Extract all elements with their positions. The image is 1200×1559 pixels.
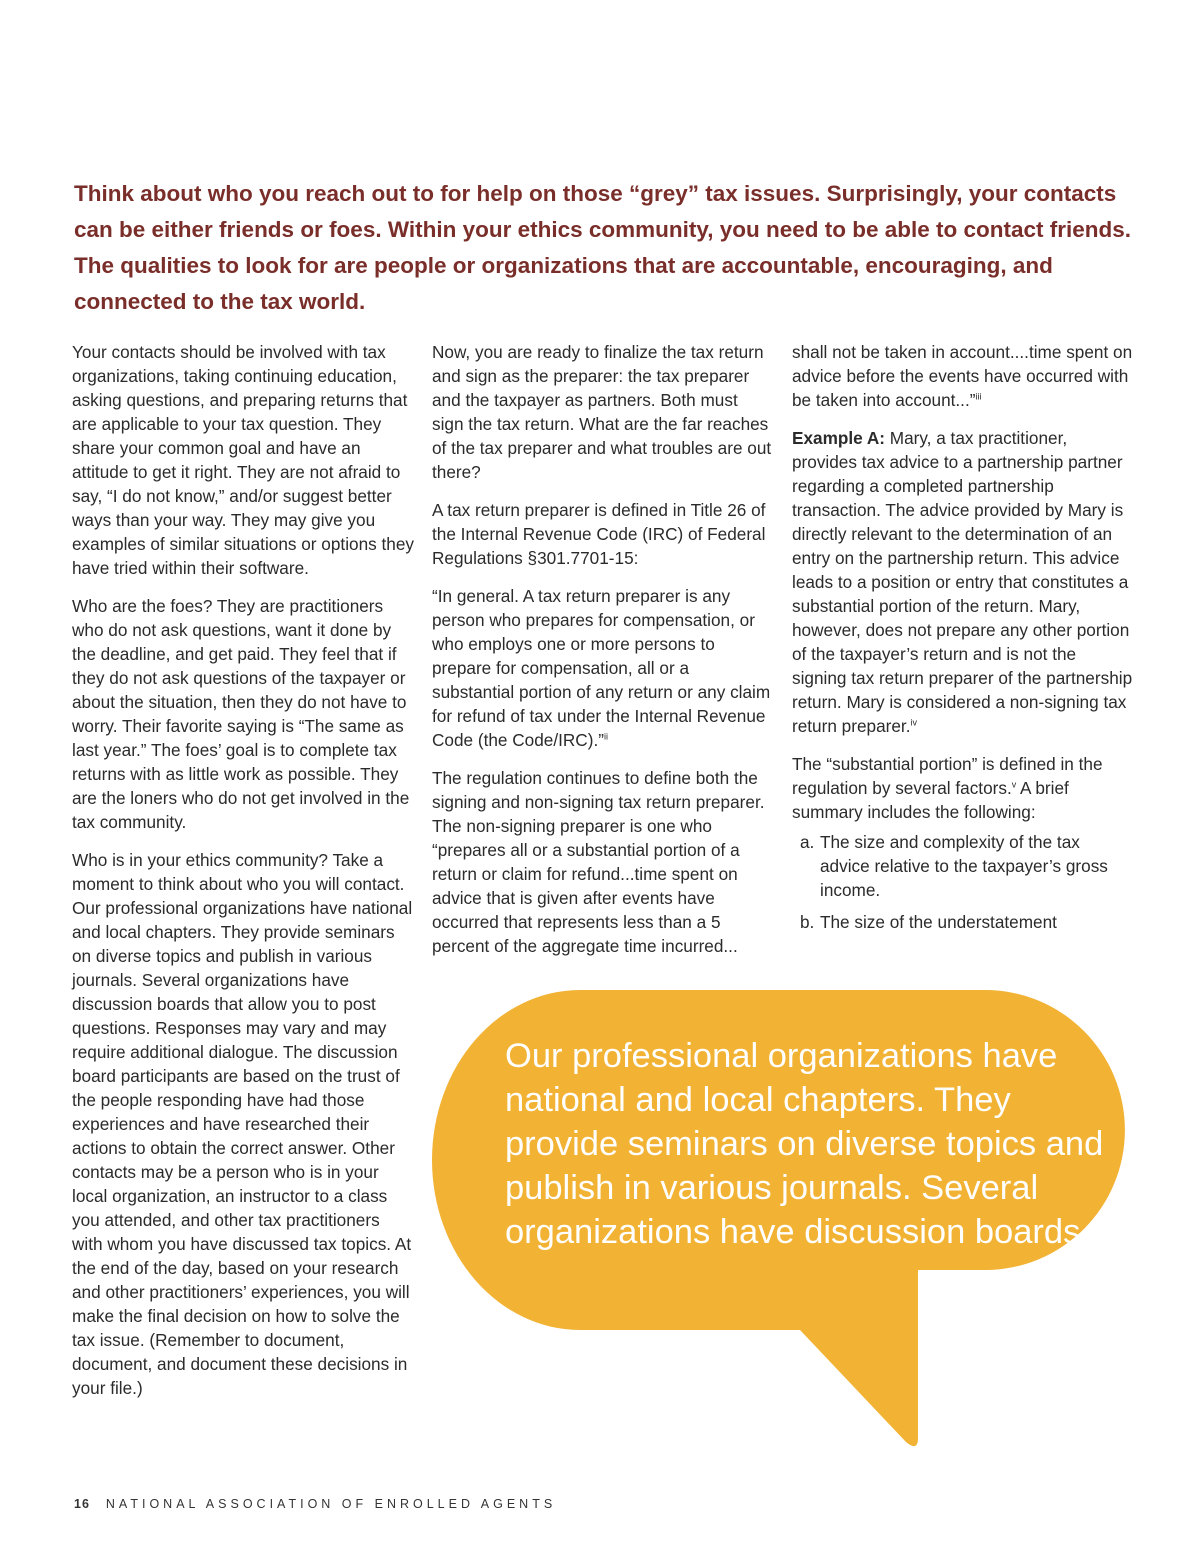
paragraph: Who is in your ethics community? Take a moment to think about who you will contact. Our professional organizations have national and local chapters. They provide seminars on diverse topics and publish in various journals. Several organizations have discussion boards that allow you to post questions. Responses may vary and may require additional dialogue. The discussion board participants are based on the trust of the people responding have had those experiences and have researched their actions to obtain the correct answer. Other contacts may be a person who is in your local organization, an instructor to a class you attended, and other tax practitioners with whom you have discussed tax topics. At the end of the day, based on your research and other practitioners’ experiences, you will make the final decision on how to solve the tax issue. (Remember to document, document, and document these decisions in your file.)	[72, 850, 413, 1398]
example-text: Mary, a tax practitioner, provides tax advice to a partnership partner regarding a completed partnership transaction. The advice provided by Mary is directly relevant to the determination of an entry on the partnership return. This advice leads to a position or entry that constitutes a substantial portion of the return. Mary, however, does not prepare any other portion of the taxpayer’s return and is not the signing tax return preparer of the partnership return. Mary is considered a non-signing tax return preparer.	[792, 428, 1133, 736]
endnote-ref: ii	[603, 731, 608, 742]
paragraph-text: shall not be taken in account....time spent on advice before the events have occurred with be taken into account...”	[792, 342, 1133, 410]
paragraph: A tax return preparer is defined in Title 26 of the Internal Revenue Code (IRC) of Federal Regulations §301.7701-15:	[432, 500, 766, 568]
paragraph-text: A brief summary includes the following:	[792, 778, 1069, 822]
page-footer	[74, 1497, 556, 1511]
paragraph: Now, you are ready to finalize the tax return and sign as the preparer: the tax preparer and the taxpayer as partners. Both must sign the tax return. What are the far reaches of the tax preparer and what troubles are out there?	[432, 342, 772, 482]
paragraph: Who are the foes? They are practitioners who do not ask questions, want it done by the deadline, and get paid. They feel that if they do not ask questions of the taxpayer or about the situation, then they do not have to worry. Their favorite saying is “The same as last year.” The foes’ goal is to complete tax returns with as little work as possible. They are the loners who do not get involved in the tax community.	[72, 596, 410, 832]
list-item-text: The size of the understatement	[820, 912, 1057, 932]
page-number: 16	[74, 1497, 90, 1511]
example-label: Example A:	[792, 428, 885, 448]
list-marker: a.	[800, 832, 815, 852]
list-item-text: The size and complexity of the tax advice relative to the taxpayer’s gross income.	[820, 832, 1108, 900]
paragraph: Your contacts should be involved with tax organizations, taking continuing education, asking questions, and preparing returns that are applicable to your tax question. They share your common goal and have an attitude to get it right. They are not afraid to say, “I do not know,” and/or suggest better ways than your way. They may give you examples of similar situations or options they have tried within their software.	[72, 342, 414, 578]
paragraph: The regulation continues to define both the signing and non-signing tax return preparer. The non-signing preparer is one who “prepares all or a substantial portion of a return or claim for refund...time spent on advice that is given after events have occurred that represents less than a 5 percent of the aggregate time incurred...	[432, 768, 765, 956]
endnote-ref: iii	[975, 391, 982, 402]
callout-text: Our professional organizations have national and local chapters. They provide seminars on diverse topics and publish in various journals. Several organizations have discussion boards.	[505, 1037, 1104, 1251]
endnote-ref: v	[1011, 779, 1017, 790]
list-marker: b.	[800, 912, 815, 932]
endnote-ref: iv	[910, 717, 917, 728]
publication-name: NATIONAL ASSOCIATION OF ENROLLED AGENTS	[105, 1497, 557, 1511]
paragraph-text: The “substantial portion” is defined in the regulation by several factors.	[792, 754, 1103, 798]
intro-heading: Think about who you reach out to for help on those “grey” tax issues. Surprisingly, your contacts can be either friends or foes. Within your ethics community, you need to be able to contact friends. The qualities to look for are people or organizations that are accountable, encouraging, and connected to the tax world.	[74, 181, 1132, 314]
quote-text: “In general. A tax return preparer is any person who prepares for compensation, or who employs one or more persons to prepare for compensation, all or a substantial portion of any return or any claim for refund of tax under the Internal Revenue Code (the Code/IRC).”	[432, 586, 771, 750]
